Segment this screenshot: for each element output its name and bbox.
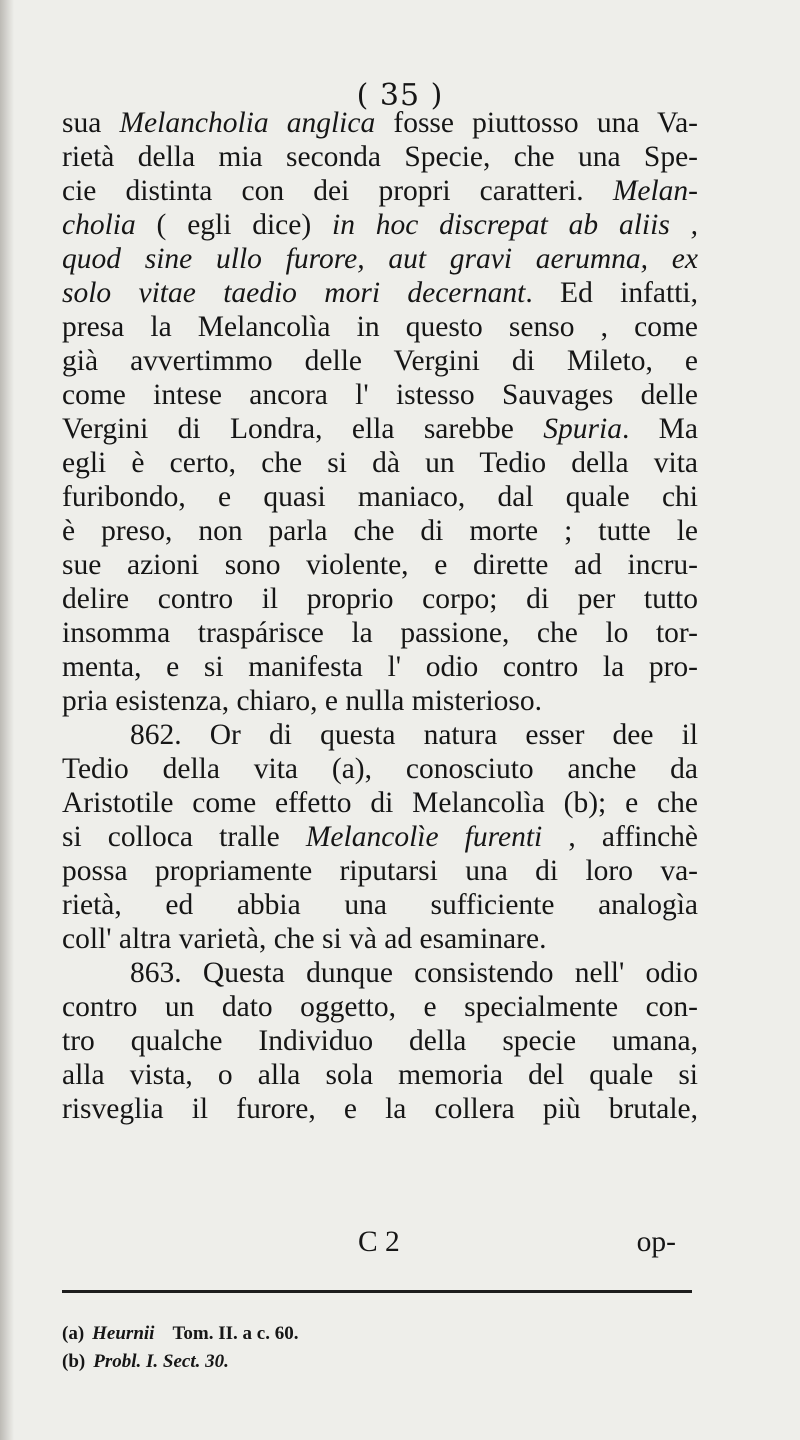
text-line (62, 956, 698, 990)
text-segment: 863. Questa dunque consistendo nell' odio (130, 957, 698, 989)
italic-text: in hoc discrepat ab aliis , (332, 209, 698, 241)
italic-text: solo vitae taedio mori decernant (62, 277, 526, 309)
text-line (62, 140, 698, 174)
text-line (62, 854, 698, 888)
text-line (62, 650, 698, 684)
text-line (62, 480, 698, 514)
footnote-mark: (a) (62, 1323, 85, 1344)
text-segment: possa propriamente riputarsi una di loro va- (62, 855, 698, 887)
text-segment: sue azioni sono violente, e dirette ad incru- (62, 549, 698, 581)
text-line (62, 446, 698, 480)
text-segment: fosse piuttosso una Va- (375, 107, 698, 139)
italic-text: Melan- (612, 175, 698, 207)
text-line (62, 922, 698, 956)
body-text (62, 106, 698, 1126)
text-segment: già avvertimmo delle Vergini di Mileto, e (62, 345, 698, 377)
text-segment: , affinchè (542, 821, 698, 853)
text-line (62, 378, 698, 412)
text-line (62, 820, 698, 854)
text-line (62, 616, 698, 650)
text-segment: 862. Or di questa natura esser dee il (130, 719, 698, 751)
text-line (62, 786, 698, 820)
text-segment: pria esistenza, chiaro, e nulla misterioso. (62, 685, 543, 717)
text-segment: rietà della mia seconda Specie, che una Spe- (62, 141, 698, 173)
text-line (62, 684, 698, 718)
footnote-rule (62, 1290, 692, 1293)
text-line (62, 174, 698, 208)
text-line (62, 276, 698, 310)
text-line (62, 548, 698, 582)
page-edge-shadow (0, 0, 14, 1440)
italic-text: quod sine ullo furore, aut gravi aerumna, ex (62, 243, 698, 275)
text-line (62, 106, 698, 140)
footnote-text: Probl. I. Sect. 30. (93, 1351, 229, 1372)
italic-text: Melancholia anglica (119, 107, 376, 139)
text-line (62, 344, 698, 378)
text-segment: Vergini di Londra, ella sarebbe (62, 413, 544, 445)
italic-text: Spuria (543, 413, 622, 445)
text-line (62, 718, 698, 752)
text-line (62, 888, 698, 922)
text-line (62, 412, 698, 446)
text-segment: delire contro il proprio corpo; di per tutto (62, 583, 698, 615)
text-line (62, 208, 698, 242)
text-segment: rietà, ed abbia una sufficiente analogìa (62, 889, 698, 921)
text-segment: . Ed infatti, (525, 277, 698, 309)
footnote-mark: (b) (62, 1351, 86, 1372)
text-segment: ( egli dice) (135, 209, 333, 241)
footnote (62, 1320, 582, 1348)
footnote-reference: Tom. II. a c. 60. (172, 1323, 299, 1344)
text-segment: cie distinta con dei propri caratteri. (62, 175, 613, 207)
text-line (62, 310, 698, 344)
text-segment: egli è certo, che si dà un Tedio della vita (62, 447, 698, 479)
text-line (62, 514, 698, 548)
text-line (62, 1024, 698, 1058)
italic-text: cholia (62, 209, 136, 241)
text-segment: si colloca tralle (62, 821, 306, 853)
text-segment: furibondo, e quasi maniaco, dal quale chi (62, 481, 698, 513)
text-segment: è preso, non parla che di morte ; tutte le (62, 515, 698, 547)
text-line (62, 1058, 698, 1092)
text-segment: come intese ancora l' istesso Sauvages delle (62, 379, 698, 411)
page-footer-row (62, 1226, 698, 1260)
footnote-text: Heurnii (92, 1323, 155, 1344)
text-segment: presa la Melancolìa in questo senso , come (62, 311, 698, 343)
footnote (62, 1348, 582, 1376)
text-segment: coll' altra varietà, che si và ad esaminare. (62, 923, 547, 955)
signature-mark: C 2 (358, 1226, 400, 1258)
text-line (62, 242, 698, 276)
page-number: ( 35 ) (356, 78, 444, 113)
text-line (62, 582, 698, 616)
text-line (62, 990, 698, 1024)
text-segment: contro un dato oggetto, e specialmente con- (62, 991, 698, 1023)
text-segment: . Ma (621, 413, 698, 445)
text-line (62, 752, 698, 786)
text-segment: tro qualche Individuo della specie umana, (62, 1025, 698, 1057)
catchword: op- (636, 1226, 676, 1258)
text-segment: alla vista, o alla sola memoria del quale si (62, 1059, 698, 1091)
italic-text: Melancolìe furenti (305, 821, 543, 853)
text-segment: insomma traspárisce la passione, che lo tor- (62, 617, 698, 649)
text-segment: Aristotile come effetto di Melancolìa (b); e che (62, 787, 698, 819)
footnotes (62, 1320, 582, 1376)
text-line (62, 1092, 698, 1126)
text-segment: sua (62, 107, 120, 139)
text-segment: Tedio della vita (a), conosciuto anche da (62, 753, 698, 785)
text-segment: menta, e si manifesta l' odio contro la pro- (62, 651, 698, 683)
text-segment: risveglia il furore, e la collera più brutale, (62, 1093, 698, 1125)
